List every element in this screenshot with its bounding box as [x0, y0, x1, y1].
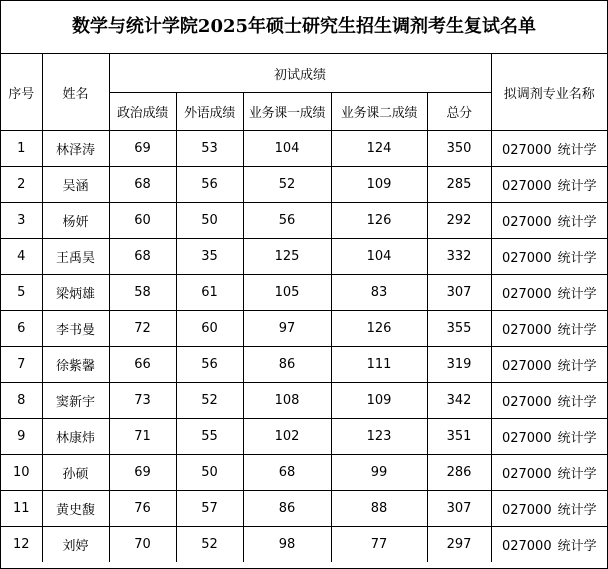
cell-politics: 66: [109, 347, 176, 383]
cell-total: 350: [427, 131, 491, 167]
cell-foreign: 61: [176, 275, 243, 311]
cell-seq: 8: [1, 383, 42, 419]
cell-course1: 98: [243, 527, 331, 563]
major-code: 027000: [501, 143, 552, 158]
cell-foreign: 50: [176, 455, 243, 491]
cell-name: 林泽涛: [42, 131, 109, 167]
cell-major: [491, 527, 607, 563]
table-row: [1, 491, 607, 527]
cell-total: 307: [427, 275, 491, 311]
cell-politics: 68: [109, 167, 176, 203]
major-name: 统计学: [557, 251, 597, 266]
cell-politics: 68: [109, 239, 176, 275]
document-title: 数学与统计学院2025年硕士研究生招生调剂考生复试名单: [1, 1, 607, 54]
cell-course2: 109: [331, 383, 427, 419]
cell-total: 285: [427, 167, 491, 203]
header-seq: 序号: [1, 54, 42, 131]
major-name: 统计学: [557, 539, 597, 554]
cell-major: [491, 167, 607, 203]
cell-total: 292: [427, 203, 491, 239]
major-name: 统计学: [557, 143, 597, 158]
cell-name: 吴涵: [42, 167, 109, 203]
major-code: 027000: [501, 503, 552, 518]
cell-foreign: 52: [176, 383, 243, 419]
major-code: 027000: [501, 539, 552, 554]
cell-course1: 102: [243, 419, 331, 455]
cell-course2: 111: [331, 347, 427, 383]
cell-name: 孙硕: [42, 455, 109, 491]
cell-course2: 104: [331, 239, 427, 275]
cell-name: 窦新宇: [42, 383, 109, 419]
cell-course2: 99: [331, 455, 427, 491]
cell-name: 杨妍: [42, 203, 109, 239]
table-row: [1, 131, 607, 167]
cell-seq: 3: [1, 203, 42, 239]
cell-foreign: 56: [176, 347, 243, 383]
cell-seq: 2: [1, 167, 42, 203]
cell-course2: 77: [331, 527, 427, 563]
cell-politics: 71: [109, 419, 176, 455]
cell-name: 梁炳雄: [42, 275, 109, 311]
cell-total: 355: [427, 311, 491, 347]
major-code: 027000: [501, 467, 552, 482]
cell-course2: 83: [331, 275, 427, 311]
candidate-table: [1, 54, 607, 562]
cell-name: 李书曼: [42, 311, 109, 347]
cell-total: 286: [427, 455, 491, 491]
major-name: 统计学: [557, 431, 597, 446]
cell-course1: 105: [243, 275, 331, 311]
cell-course1: 86: [243, 491, 331, 527]
cell-foreign: 53: [176, 131, 243, 167]
cell-course1: 104: [243, 131, 331, 167]
cell-course2: 123: [331, 419, 427, 455]
cell-name: 王禹昊: [42, 239, 109, 275]
major-code: 027000: [501, 359, 552, 374]
table-row: [1, 167, 607, 203]
cell-course2: 124: [331, 131, 427, 167]
header-total: 总分: [427, 93, 491, 131]
cell-total: 332: [427, 239, 491, 275]
cell-major: [491, 383, 607, 419]
table-row: [1, 275, 607, 311]
cell-foreign: 50: [176, 203, 243, 239]
cell-course1: 68: [243, 455, 331, 491]
cell-course2: 88: [331, 491, 427, 527]
header-initial-exam: 初试成绩: [109, 54, 491, 93]
cell-foreign: 35: [176, 239, 243, 275]
cell-seq: 11: [1, 491, 42, 527]
cell-seq: 1: [1, 131, 42, 167]
cell-seq: 4: [1, 239, 42, 275]
cell-seq: 12: [1, 527, 42, 563]
cell-politics: 76: [109, 491, 176, 527]
cell-politics: 72: [109, 311, 176, 347]
cell-seq: 5: [1, 275, 42, 311]
table-row: [1, 527, 607, 563]
cell-major: [491, 491, 607, 527]
cell-politics: 70: [109, 527, 176, 563]
major-name: 统计学: [557, 287, 597, 302]
cell-course1: 125: [243, 239, 331, 275]
major-code: 027000: [501, 215, 552, 230]
major-name: 统计学: [557, 503, 597, 518]
cell-foreign: 56: [176, 167, 243, 203]
header-course2: 业务课二成绩: [331, 93, 427, 131]
cell-politics: 60: [109, 203, 176, 239]
cell-course1: 52: [243, 167, 331, 203]
header-major: 拟调剂专业名称: [491, 54, 607, 131]
major-name: 统计学: [557, 323, 597, 338]
cell-course1: 108: [243, 383, 331, 419]
cell-major: [491, 239, 607, 275]
major-name: 统计学: [557, 179, 597, 194]
header-row-top: [1, 54, 607, 93]
cell-total: 351: [427, 419, 491, 455]
major-name: 统计学: [557, 395, 597, 410]
cell-course2: 126: [331, 311, 427, 347]
major-code: 027000: [501, 431, 552, 446]
major-code: 027000: [501, 179, 552, 194]
table-row: [1, 311, 607, 347]
major-code: 027000: [501, 395, 552, 410]
table-row: [1, 203, 607, 239]
cell-total: 319: [427, 347, 491, 383]
table-row: [1, 239, 607, 275]
cell-total: 342: [427, 383, 491, 419]
table-row: [1, 419, 607, 455]
header-politics: 政治成绩: [109, 93, 176, 131]
header-course1: 业务课一成绩: [243, 93, 331, 131]
header-name: 姓名: [42, 54, 109, 131]
cell-course1: 97: [243, 311, 331, 347]
cell-name: 黄史馥: [42, 491, 109, 527]
cell-course1: 86: [243, 347, 331, 383]
cell-foreign: 60: [176, 311, 243, 347]
major-name: 统计学: [557, 359, 597, 374]
table-row: [1, 347, 607, 383]
cell-major: [491, 131, 607, 167]
cell-total: 297: [427, 527, 491, 563]
header-foreign-language: 外语成绩: [176, 93, 243, 131]
cell-seq: 10: [1, 455, 42, 491]
major-code: 027000: [501, 251, 552, 266]
major-name: 统计学: [557, 215, 597, 230]
cell-course2: 126: [331, 203, 427, 239]
cell-politics: 69: [109, 455, 176, 491]
cell-major: [491, 347, 607, 383]
cell-major: [491, 455, 607, 491]
cell-foreign: 57: [176, 491, 243, 527]
cell-seq: 6: [1, 311, 42, 347]
cell-name: 刘婷: [42, 527, 109, 563]
cell-name: 林康炜: [42, 419, 109, 455]
table-row: [1, 383, 607, 419]
cell-name: 徐紫馨: [42, 347, 109, 383]
major-name: 统计学: [557, 467, 597, 482]
cell-foreign: 55: [176, 419, 243, 455]
table-row: [1, 455, 607, 491]
cell-foreign: 52: [176, 527, 243, 563]
cell-major: [491, 203, 607, 239]
cell-major: [491, 419, 607, 455]
cell-politics: 58: [109, 275, 176, 311]
cell-course2: 109: [331, 167, 427, 203]
cell-politics: 73: [109, 383, 176, 419]
cell-politics: 69: [109, 131, 176, 167]
cell-course1: 56: [243, 203, 331, 239]
major-code: 027000: [501, 323, 552, 338]
cell-seq: 9: [1, 419, 42, 455]
cell-major: [491, 311, 607, 347]
cell-seq: 7: [1, 347, 42, 383]
major-code: 027000: [501, 287, 552, 302]
cell-major: [491, 275, 607, 311]
cell-total: 307: [427, 491, 491, 527]
